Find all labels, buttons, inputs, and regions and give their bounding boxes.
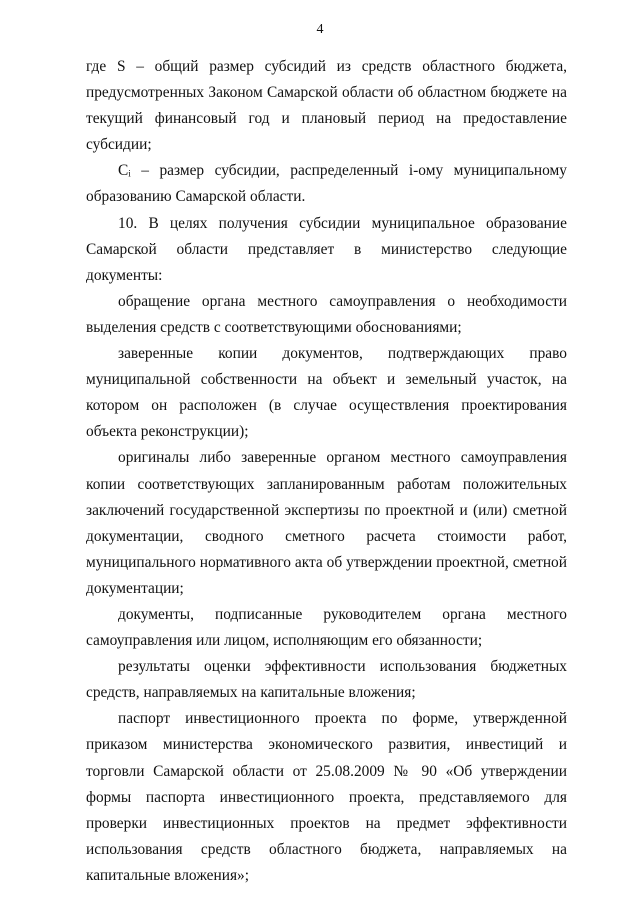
- paragraph-signed-documents: документы, подписанные руководителем органа местного самоуправления или лицом, исполняющим его обязанности;: [86, 605, 567, 650]
- paragraph-efficiency-results: результаты оценки эффективности использования бюджетных средств, направляемых на капитальные вложения;: [86, 658, 567, 702]
- document-body: [86, 54, 567, 889]
- paragraph-ownership-copies: заверенные копии документов, подтверждающих право муниципальной собственности на объект и земельный участок, на котором он расположен (в случае осуществления проектирования объекта реконструкции);: [86, 345, 567, 441]
- paragraph-subsidy-total-definition: где S – общий размер субсидий из средств областного бюджета, предусмотренных Законом Самарской области об областном бюджете на текущий финансовый год и плановый период на предоставление субсидии;: [86, 58, 567, 154]
- paragraph-subsidy-share-definition: Cᵢ – размер субсидии, распределенный i-ому муниципальному образованию Самарской области.: [86, 162, 567, 206]
- paragraph-request-letter: обращение органа местного самоуправления о необходимости выделения средств с соответствующими обоснованиями;: [86, 292, 567, 336]
- paragraph-expertise-conclusions: оригиналы либо заверенные органом местного самоуправления копии соответствующих запланированным работам положительных заключений государственной экспертизы по проектной и (или) сметной документации, сводного сметного расчета стоимости работ, муниципального нормативного акта об утверждении проектной, сметной документации;: [86, 449, 567, 597]
- page-number: 4: [316, 22, 324, 37]
- paragraph-investment-passport: паспорт инвестиционного проекта по форме, утвержденной приказом министерства экономического развития, инвестиций и торговли Самарской области от 25.08.2009 № 90 «Об утверждении формы паспорта инвестиционного проекта, представляемого для проверки инвестиционных проектов на предмет эффективности использования средств областного бюджета, направляемых на капитальные вложения»;: [86, 710, 567, 884]
- paragraph-item-10: 10. В целях получения субсидии муниципальное образование Самарской области представляет в министерство следующие документы:: [86, 214, 567, 284]
